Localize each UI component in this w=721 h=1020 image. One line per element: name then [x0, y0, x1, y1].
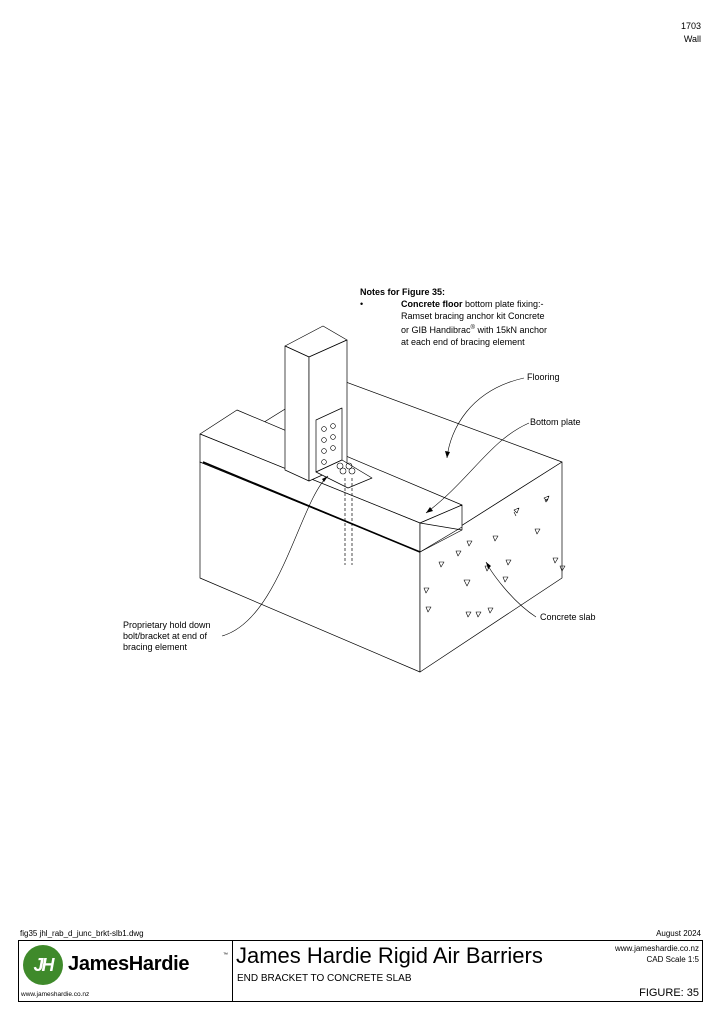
notes-line1: bottom plate fixing:- [462, 299, 544, 309]
issue-date: August 2024 [656, 929, 701, 938]
label-hold-down-line2: bolt/bracket at end of [123, 631, 208, 641]
notes-line4: at each end of bracing element [401, 337, 525, 347]
page-number: 1703 [680, 21, 701, 31]
title-block [18, 940, 703, 1002]
cad-scale: CAD Scale 1:5 [646, 955, 699, 964]
bullet-icon: • [360, 299, 364, 309]
brand-url: www.jameshardie.co.nz [21, 991, 90, 998]
notes-bold-lead: Concrete floor [401, 299, 463, 309]
document-subtitle: END BRACKET TO CONCRETE SLAB [237, 973, 412, 984]
label-flooring: Flooring [527, 372, 560, 382]
notes-line3-post: with 15kN anchor [474, 325, 547, 335]
file-name: fig35 jhl_rab_d_junc_brkt-slb1.dwg [20, 929, 144, 938]
label-hold-down-line1: Proprietary hold down [123, 620, 211, 630]
website: www.jameshardie.co.nz [614, 944, 699, 953]
label-bottom-plate: Bottom plate [530, 417, 581, 427]
brand-wordmark: JamesHardie [68, 953, 190, 975]
label-hold-down-line3: bracing element [123, 642, 188, 652]
label-concrete-slab: Concrete slab [540, 612, 596, 622]
notes-line2: Ramset bracing anchor kit Concrete [401, 311, 545, 321]
title-block-info [615, 943, 699, 965]
notes-title: Notes for Figure 35: [360, 287, 446, 297]
logo-cell [19, 941, 233, 1001]
registered-mark: ® [470, 325, 475, 331]
page-section: Wall [683, 34, 701, 44]
james-hardie-jh-logo-icon: JH [23, 945, 63, 985]
notes-line3-pre: or GIB Handibrac [401, 325, 471, 335]
figure-number: FIGURE: 35 [639, 987, 699, 999]
document-title: James Hardie Rigid Air Barriers [236, 943, 543, 968]
trademark-mark: ™ [223, 952, 228, 958]
label-hold-down [123, 620, 211, 653]
